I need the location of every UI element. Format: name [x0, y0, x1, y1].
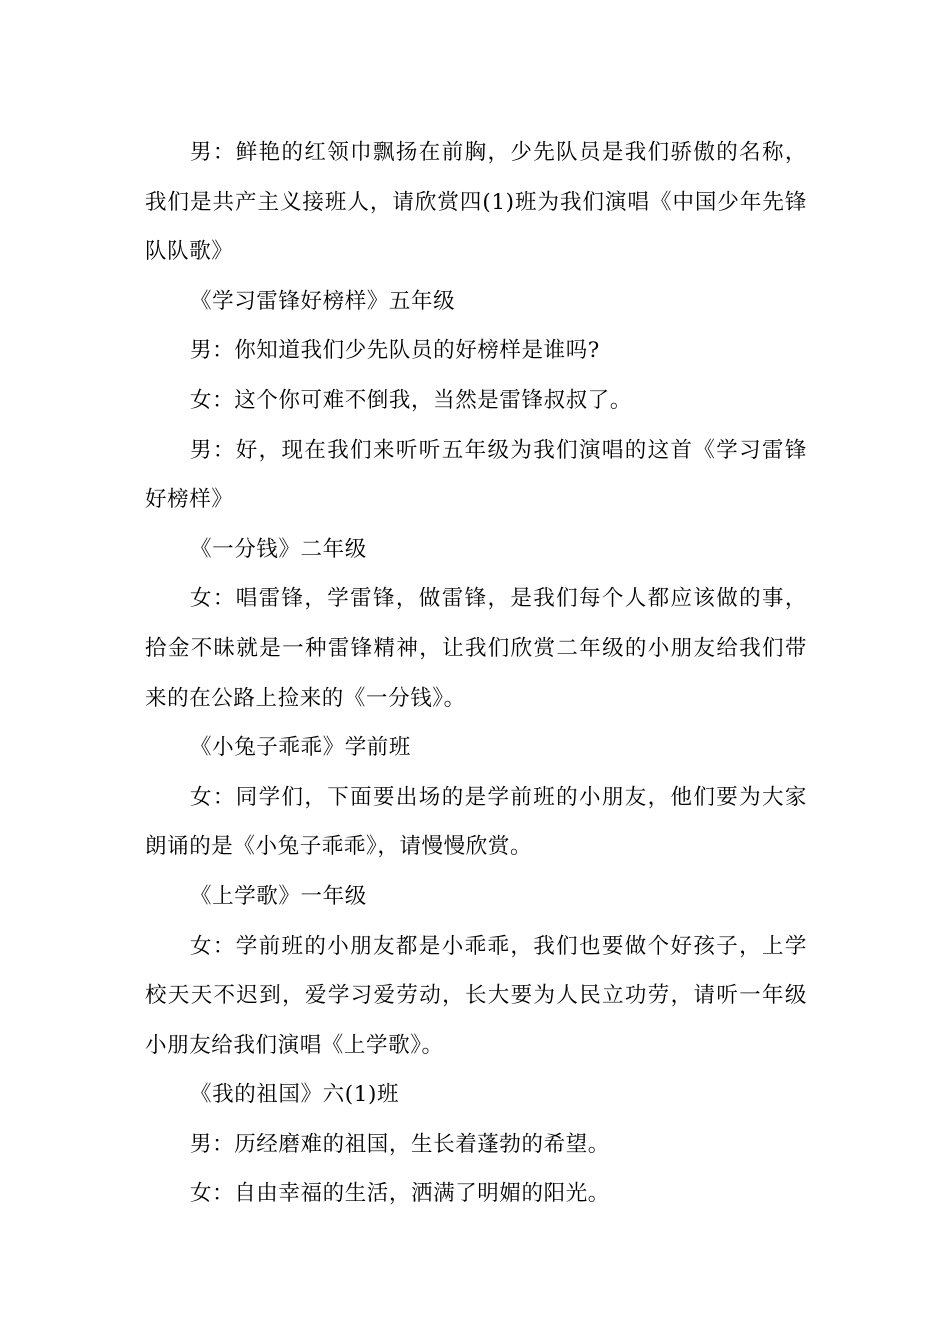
program-title: 《小兔子乖乖》学前班 — [190, 735, 412, 761]
program-title: 《一分钱》二年级 — [190, 536, 367, 562]
paragraph: 男：你知道我们少先队员的好榜样是谁吗? — [190, 338, 600, 364]
program-title: 《上学歌》一年级 — [190, 883, 367, 909]
document-body — [145, 128, 807, 1219]
paragraph: 男：好，现在我们来听听五年级为我们演唱的这首《学习雷锋好榜样》 — [145, 437, 807, 513]
paragraph: 女：唱雷锋，学雷锋，做雷锋，是我们每个人都应该做的事，拾金不昧就是一种雷锋精神，让我们欣赏二年级的小朋友给我们带来的在公路上捡来的《一分钱》。 — [145, 586, 807, 711]
paragraph: 女：自由幸福的生活，洒满了明媚的阳光。 — [190, 1181, 610, 1207]
paragraph: 女：这个你可难不倒我，当然是雷锋叔叔了。 — [190, 387, 633, 413]
paragraph: 女：同学们，下面要出场的是学前班的小朋友，他们要为大家朗诵的是《小兔子乖乖》，请慢慢欣赏。 — [145, 784, 807, 860]
paragraph: 男：鲜艳的红领巾飘扬在前胸，少先队员是我们骄傲的名称，我们是共产主义接班人，请欣赏四(1)班为我们演唱《中国少年先锋队队歌》 — [145, 140, 807, 265]
program-title: 《学习雷锋好榜样》五年级 — [190, 288, 456, 314]
paragraph: 男：历经磨难的祖国，生长着蓬勃的希望。 — [190, 1131, 610, 1157]
program-title: 《我的祖国》六(1)班 — [190, 1082, 400, 1108]
paragraph: 女：学前班的小朋友都是小乖乖，我们也要做个好孩子，上学校天天不迟到，爱学习爱劳动，长大要为人民立功劳，请听一年级小朋友给我们演唱《上学歌》。 — [145, 933, 807, 1058]
